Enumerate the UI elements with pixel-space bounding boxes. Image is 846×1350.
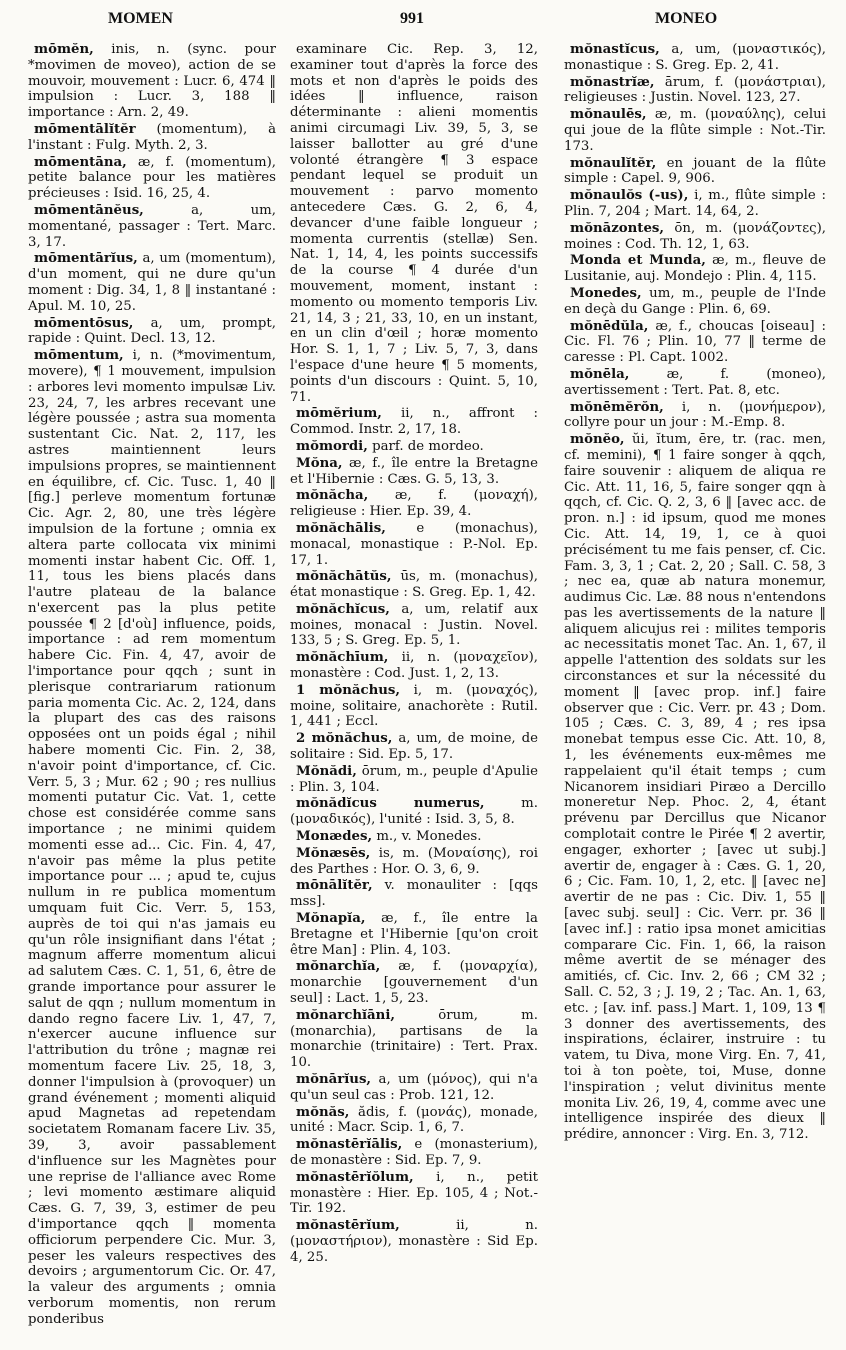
entry-headword: mōmĕn,: [34, 42, 94, 57]
dictionary-entry: [564, 367, 826, 399]
entry-definition: um, m., peuple de l'Inde en deçà du Gange : Plin. 6, 69.: [564, 285, 826, 317]
dictionary-entry: [290, 796, 538, 828]
dictionary-entry: [290, 1008, 538, 1071]
entry-definition: ii, n. (μοναχεῖον), monastère : Cod. Just. 1, 2, 13.: [290, 650, 538, 682]
dictionary-entry: [290, 42, 538, 405]
entry-definition: æ, f. (momentum), petite balance pour les matières précieuses : Isid. 16, 25, 4.: [28, 154, 276, 202]
column-2: [290, 42, 538, 1267]
dictionary-entry: [290, 1137, 538, 1169]
dictionary-entry: [290, 731, 538, 763]
dictionary-entry: [290, 406, 538, 438]
dictionary-entry: [290, 1218, 538, 1265]
dictionary-entry: [564, 42, 826, 74]
entry-definition: e (monachus), monacal, monastique : P.-Nol. Ep. 17, 1.: [290, 520, 538, 568]
dictionary-entry: [290, 878, 538, 910]
dictionary-entry: [290, 846, 538, 878]
entry-definition: i, m. (μοναχός), moine, solitaire, anachorète : Rutil. 1, 441 ; Eccl.: [290, 682, 538, 730]
entry-definition: ŭi, ĭtum, ēre, tr. (rac. men, cf. memini), ¶ 1 faire songer à qqch, faire souvenir : aliquem de aliqua re Cic. Att. 11, 16, 5, faire songer qqn à qqch, cf. Cic. Q. 2, 3, 6 ‖ [avec acc. de pron. n.] : id ipsum, quod me mones Cic. Att. 14, 19, 1, ce à quoi précisément tu me fais penser, cf. Cic. Fam. 3, 3, 1 ; Cat. 2, 20 ; Sall. C. 58, 3 ; nec ea, quæ ab natura monemur, audimus Cic. Læ. 88 nous n'entendons pas les avertissements de la nature ‖ aliquem alicujus rei : milites temporis ac necessitatis monet Tac. An. 1, 67, il appelle l'attention des soldats sur les circonstances et sur la nécessité du moment ‖ [avec prop. inf.] faire observer que : Cic. Verr. pr. 43 ; Dom. 105 ; Cæs. C. 3, 89, 4 ; res ipsa monebat tempus esse Cic. Att. 10, 8, 1, les événements eux-mêmes me rappelaient qu'il était temps ; cum Nicanorem insidiari Piræo a Dercillo moneretur Nep. Phoc. 2, 4, étant prévenu par Dercillus que Nicanor complotait contre le Pirée ¶ 2 avertir, engager, exhorter ; [avec ut subj.] avertir de, engager à : Cæs. G. 1, 20, 6 ; Cic. Fam. 10, 1, 2, etc. ‖ [avec ne] avertir de ne pas : Cic. Div. 1, 55 ‖ [avec subj. seul] : Cic. Verr. pr. 36 ‖ [avec inf.] : ratio ipsa monet amicitias comparare Cic. Fin. 1, 66, la raison même avertit de se ménager des amitiés, cf. Cic. Inv. 2, 66 ; CM 32 ; Sall. C. 52, 3 ; J. 19, 2 ; Tac. An. 1, 63, etc. ; [av. inf. pass.] Mart. 1, 109, 13 ¶ 3 donner des avertissements, des inspirations, éclairer, instruire : tu vatem, tu Diva, mone Virg. En. 7, 41, toi à ton poète, toi, Muse, donne l'inspiration ; velut divinitus mente monita Liv. 26, 19, 4, comme avec une intelligence inspirée des dieux ‖ prédire, annoncer : Virg. En. 3, 712.: [564, 432, 826, 1143]
entry-headword: mŏnăchīum,: [296, 650, 389, 666]
entry-headword: 1 mŏnăchus,: [296, 682, 401, 698]
entry-headword: mŏnēmĕrŏn,: [570, 399, 664, 415]
entry-definition: æ, f. (μοναχή), religieuse : Hier. Ep. 39, 4.: [290, 488, 538, 520]
dictionary-entry: [28, 155, 276, 202]
entry-definition: i, m., flûte simple : Plin. 7, 204 ; Mart. 14, 64, 2.: [564, 188, 826, 219]
entry-headword: mŏnĕo,: [570, 432, 625, 448]
entry-headword: mōmentāna,: [34, 154, 127, 170]
entry-headword: Mŏna,: [296, 455, 343, 471]
entry-definition: en jouant de la flûte simple : Capel. 9, 906.: [564, 155, 826, 187]
dictionary-entry: [290, 1105, 538, 1137]
entry-headword: mŏnēdŭla,: [570, 318, 649, 334]
dictionary-entry: [564, 432, 826, 1143]
dictionary-entry: [290, 488, 538, 520]
entry-definition: e (monasterium), de monastère : Sid. Ep. 7, 9.: [290, 1137, 538, 1168]
dictionary-entry: [290, 764, 538, 796]
entry-headword: mŏnastērĭum,: [296, 1218, 400, 1234]
entry-definition: ūs, m. (monachus), état monastique : S. Greg. Ep. 1, 42.: [290, 569, 538, 601]
dictionary-entry: [290, 959, 538, 1006]
entry-definition: ădis, f. (μονάς), monade, unité : Macr. Scip. 1, 6, 7.: [290, 1104, 538, 1136]
column-1: [28, 42, 276, 1329]
dictionary-entry: [564, 319, 826, 366]
entry-definition: a, um (momentum), d'un moment, qui ne dure qu'un moment : Dig. 34, 1, 8 ‖ instantané : Apul. M. 10, 25.: [28, 251, 276, 314]
entry-definition: a, um, prompt, rapide : Quint. Decl. 13, 12.: [28, 315, 276, 347]
entry-definition: ii, n., affront : Commod. Instr. 2, 17, 18.: [290, 406, 538, 438]
entry-definition: m., v. Monedes.: [372, 829, 482, 845]
entry-headword: mŏnăchātŭs,: [296, 569, 392, 585]
dictionary-entry: [28, 316, 276, 348]
entry-headword: mŏnaulŏs (-us),: [570, 188, 689, 204]
dictionary-entry: [564, 253, 826, 285]
entry-headword: mŏnārĭus,: [296, 1072, 372, 1087]
dictionary-entry: [28, 251, 276, 314]
entry-definition: a, um, momentané, passager : Tert. Marc. 3, 17.: [28, 202, 276, 250]
entry-headword: mŏnăchālis,: [296, 520, 386, 536]
text-columns: [28, 42, 834, 1342]
entry-definition: a, um, (μοναστικός), monastique : S. Greg. Ep. 2, 41.: [564, 42, 826, 73]
entry-definition: i, n. (μονήμερον), collyre pour un jour : M.-Emp. 8.: [564, 399, 826, 431]
entry-headword: mŏmordi,: [296, 438, 368, 454]
entry-headword: Mŏnapĭa,: [296, 911, 366, 927]
header-right-guideword: MONEO: [655, 10, 718, 27]
dictionary-entry: [290, 650, 538, 682]
dictionary-entry: [28, 203, 276, 250]
entry-headword: mōmentānĕus,: [34, 202, 144, 218]
dictionary-entry: [290, 456, 538, 488]
dictionary-entry: [28, 122, 276, 154]
entry-definition: is, m. (Μοναίσης), roi des Parthes : Hor. O. 3, 6, 9.: [290, 845, 538, 877]
dictionary-entry: [564, 221, 826, 253]
entry-headword: mŏnastĭcus,: [570, 42, 660, 57]
dictionary-entry: [290, 829, 538, 845]
entry-headword: mŏnastērĭŏlum,: [296, 1169, 414, 1185]
page-number: 991: [400, 10, 424, 27]
entry-headword: mŏnăcha,: [296, 488, 369, 504]
entry-definition: inis, n. (sync. pour *movimen de moveo), action de se mouvoir, mouvement : Lucr. 6, 474 ‖ impulsion : Lucr. 3, 188 ‖ importance : Arn. 2, 49.: [28, 42, 276, 121]
dictionary-entry: [564, 400, 826, 432]
entry-headword: mŏnēla,: [570, 366, 630, 382]
entry-headword: Mŏnădi,: [296, 763, 357, 779]
dictionary-entry: [564, 286, 826, 318]
entry-definition: æ, m., fleuve de Lusitanie, auj. Mondejo : Plin. 4, 115.: [564, 253, 826, 285]
entry-definition: ōrum, m., peuple d'Apulie : Plin. 3, 104.: [290, 763, 538, 795]
dictionary-entry: [564, 75, 826, 107]
entry-headword: mōmentārĭus,: [34, 251, 138, 267]
column-3: [564, 42, 826, 1144]
entry-definition: ii, n. (μοναστήριον), monastère : Sid Ep. 4, 25.: [290, 1218, 538, 1265]
entry-headword: mōmentum,: [34, 348, 124, 364]
entry-definition: æ, f. (μοναρχία), monarchie [gouvernement d'un seul] : Lact. 1, 5, 23.: [290, 959, 538, 1007]
dictionary-entry: [564, 107, 826, 154]
entry-headword: mŏnarchĭa,: [296, 959, 381, 975]
entry-definition: (momentum), à l'instant : Fulg. Myth. 2, 3.: [28, 121, 276, 153]
entry-definition: ārum, f. (μονάστριαι), religieuses : Justin. Novel. 123, 27.: [564, 74, 826, 106]
entry-headword: mŏnăs,: [296, 1104, 350, 1120]
entry-definition: examinare Cic. Rep. 3, 12, examiner tout d'après la force des mots et non d'après le poids des idées ‖ influence, raison déterminante : alieni momentis animi circumagi Liv. 39, 5, 3, se laisser ballotter au gré d'une volonté étrangère ¶ 3 espace pendant lequel se produit un mouvement : parvo momento antecedere Cæs. G. 2, 6, 4, devancer d'une faible longueur ; momenta currentis (stellæ) Sen. Nat. 1, 14, 4, les points successifs de la course ¶ 4 durée d'un mouvement, moment, instant : momento ou momento temporis Liv. 21, 14, 3 ; 21, 33, 10, en un instant, en un clin d'œil ; horæ momento Hor. S. 1, 1, 7 ; Liv. 5, 7, 3, dans l'espace d'une heure ¶ 5 moments, points d'un discours : Quint. 5, 10, 71.: [290, 42, 538, 405]
entry-headword: mŏnăchĭcus,: [296, 601, 390, 617]
entry-headword: mŏnaulēs,: [570, 107, 647, 123]
entry-definition: a, um, relatif aux moines, monacal : Justin. Novel. 133, 5 ; S. Greg. Ep. 5, 1.: [290, 601, 538, 649]
dictionary-entry: [564, 156, 826, 188]
dictionary-entry: [28, 42, 276, 121]
dictionary-entry: [290, 439, 538, 455]
entry-headword: Monda et Munda,: [570, 253, 706, 269]
entry-definition: æ, m. (μοναύλης), celui qui joue de la flûte simple : Not.-Tir. 173.: [564, 107, 826, 154]
dictionary-entry: [564, 188, 826, 220]
dictionary-entry: [290, 569, 538, 601]
entry-definition: æ, f. (moneo), avertissement : Tert. Pat. 8, etc.: [564, 366, 826, 398]
dictionary-entry: [290, 683, 538, 730]
entry-headword: mŏnaulĭtĕr,: [570, 155, 657, 171]
dictionary-entry: [28, 348, 276, 1327]
entry-definition: a, um, de moine, de solitaire : Sid. Ep. 5, 17.: [290, 731, 538, 763]
entry-definition: ōrum, m. (monarchia), partisans de la monarchie (trinitaire) : Tert. Prax. 10.: [290, 1007, 538, 1071]
entry-definition: æ, f., choucas [oiseau] : Cic. Fl. 76 ; Plin. 10, 77 ‖ terme de caresse : Pl. Capt. 1002.: [564, 318, 826, 366]
entry-headword: Monedes,: [570, 285, 642, 301]
page-header: [0, 6, 846, 36]
entry-definition: i, n., petit monastère : Hier. Ep. 105, 4 ; Not.-Tir. 192.: [290, 1169, 538, 1217]
entry-headword: Monædes,: [296, 829, 373, 845]
entry-headword: mōmĕrium,: [296, 406, 382, 422]
entry-definition: a, um (μόνος), qui n'a qu'un seul cas : Prob. 121, 12.: [290, 1072, 538, 1103]
entry-headword: Mŏnæsēs,: [296, 845, 371, 861]
entry-headword: mŏnāzontes,: [570, 220, 665, 236]
entry-headword: mŏnastrĭæ,: [570, 74, 655, 90]
entry-definition: i, n. (*movimentum, movere), ¶ 1 mouvement, impulsion : arbores levi momento impulsæ Liv. 23, 24, 7, les arbres recevant une légère poussée ; astra sua momenta sustentant Cic. Nat. 2, 117, les astres maintiennent leurs impulsions propres, se maintiennent en équilibre, cf. Cic. Tusc. 1, 40 ‖ [fig.] perleve momentum fortunæ Cic. Agr. 2, 80, une très légère impulsion de la fortune ; omnia ex altera parte collocata vix minimi momenti instar habent Cic. Off. 1, 11, tous les biens placés dans l'autre plateau de la balance n'exercent pas la plus petite poussée ¶ 2 [d'où] influence, poids, importance : ad rem momentum habere Cic. Fin. 4, 47, avoir de l'importance pour qqch ; sunt in plerisque contrariarum rationum paria momenta Cic. Ac. 2, 124, dans la plupart des cas des raisons opposées ont un poids égal ; nihil habere momenti Cic. Fin. 2, 38, n'avoir point d'importance, cf. Cic. Verr. 5, 3 ; Mur. 62 ; 90 ; res nullius momenti putatur Cic. Vat. 1, cette chose est considérée comme sans importance ; ne minimi quidem momenti esse ad... Cic. Fin. 4, 47, n'avoir pas même la plus petite importance pour ... ; apud te, cujus nullum in re publica momentum umquam fuit Cic. Verr. 5, 153, auprès de toi qui n'as jamais eu qu'un rôle insignifiant dans l'état ; magnum afferre momentum alicui ad salutem Cæs. C. 1, 51, 6, être de grande importance pour assurer le salut de qqn ; nullum momentum in dando regno facere Liv. 1, 47, 7, n'exercer aucune influence sur l'attribution du trône ; magnæ rei momentum facere Liv. 25, 18, 3, donner l'impulsion à (provoquer) un grand événement ; momenti aliquid apud Magnetas ad repetendam societatem Romanam facere Liv. 35, 39, 3, avoir passablement d'influence sur les Magnètes pour une reprise de l'alliance avec Rome ; levi momento æstimare aliquid Cæs. G. 7, 39, 3, estimer de peu d'importance qqch ‖ momenta officiorum perpendere Cic. Mur. 3, peser les valeurs respectives des devoirs ; argumentorum Cic. Or. 47, la valeur des arguments ; omnia verborum momentis, non rerum ponderibus: [28, 348, 276, 1327]
entry-headword: mŏnădĭcus numerus,: [296, 796, 485, 812]
entry-definition: æ, f., île entre la Bretagne et l'Hibernie : Cæs. G. 5, 13, 3.: [290, 455, 538, 487]
entry-headword: mōmentōsus,: [34, 315, 134, 331]
entry-headword: mōmentālĭtĕr: [34, 121, 136, 137]
dictionary-entry: [290, 1072, 538, 1104]
header-left-guideword: MOMEN: [108, 10, 173, 27]
entry-headword: mōnālĭtĕr,: [296, 878, 373, 894]
entry-definition: æ, f., île entre la Bretagne et l'Hibernie [qu'on croit être Man] : Plin. 4, 103.: [290, 911, 538, 958]
dictionary-entry: [290, 1170, 538, 1217]
entry-definition: m. (μοναδικός), l'unité : Isid. 3, 5, 8.: [290, 796, 539, 828]
dictionary-entry: [290, 602, 538, 649]
entry-headword: mŏnarchĭāni,: [296, 1007, 396, 1023]
dictionary-entry: [290, 521, 538, 568]
entry-headword: 2 mŏnăchus,: [296, 731, 393, 747]
dictionary-entry: [290, 911, 538, 958]
entry-definition: v. monauliter : [qqs mss].: [290, 878, 538, 910]
entry-definition: ōn, m. (μονάζοντες), moines : Cod. Th. 12, 1, 63.: [564, 220, 826, 252]
entry-headword: mŏnastērĭālis,: [296, 1137, 403, 1153]
entry-definition: parf. de mordeo.: [367, 438, 484, 454]
